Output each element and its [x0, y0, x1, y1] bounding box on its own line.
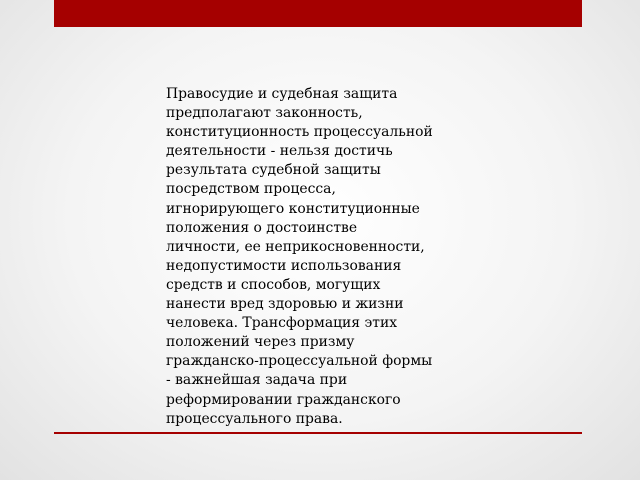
top-accent-bar [54, 0, 582, 27]
bottom-accent-line [54, 432, 582, 434]
slide-body-text: Правосудие и судебная защита предполагают законность, конституционность процессуальной деятельности - нельзя достичь результата судебной защиты посредством процесса, игнорирующего конституционные положения о достоинстве личности, ее неприкосновенности, недопустимости использования средств и способов, могущих нанести вред здоровью и жизни человека. Трансформация этих положений через призму гражданско-процессуальной формы - важнейшая задача при реформировании гражданского процессуального права. [166, 86, 433, 427]
